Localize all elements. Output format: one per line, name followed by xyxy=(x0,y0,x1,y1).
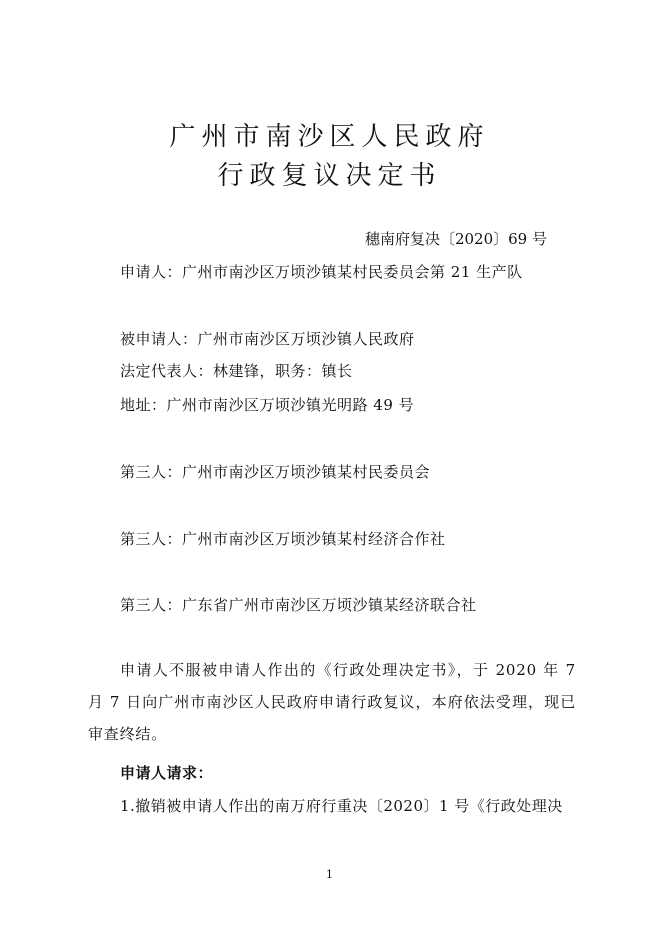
body-paragraph: 申请人不服被申请人作出的《行政处理决定书》，于 2020 年 7 月 7 日向广州市南沙区人民政府申请行政复议，本府依法受理，现已审查终结。 xyxy=(88,661,576,743)
third-party-line-1: 第三人：广州市南沙区万顷沙镇某村民委员会 xyxy=(120,463,431,481)
respondent-line: 被申请人：广州市南沙区万顷沙镇人民政府 xyxy=(120,330,415,348)
request-item-1: 1.撤销被申请人作出的南万府行重决〔2020〕1 号《行政处理决 xyxy=(120,797,563,815)
address-line: 地址：广州市南沙区万顷沙镇光明路 49 号 xyxy=(120,396,415,414)
third-party-line-3: 第三人：广东省广州市南沙区万顷沙镇某经济联合社 xyxy=(120,596,477,614)
document-number: 穗南府复决〔2020〕69 号 xyxy=(364,230,547,248)
document-title-line2: 行政复议决定书 xyxy=(217,161,442,191)
document-title-line1: 广州市南沙区人民政府 xyxy=(169,122,490,152)
applicant-line: 申请人：广州市南沙区万顷沙镇某村民委员会第 21 生产队 xyxy=(120,263,523,281)
legal-representative-line: 法定代表人：林建锋，职务：镇长 xyxy=(120,362,353,380)
page-number: 1 xyxy=(326,868,333,881)
request-heading: 申请人请求： xyxy=(120,764,214,782)
third-party-line-2: 第三人：广州市南沙区万顷沙镇某村经济合作社 xyxy=(120,530,446,548)
